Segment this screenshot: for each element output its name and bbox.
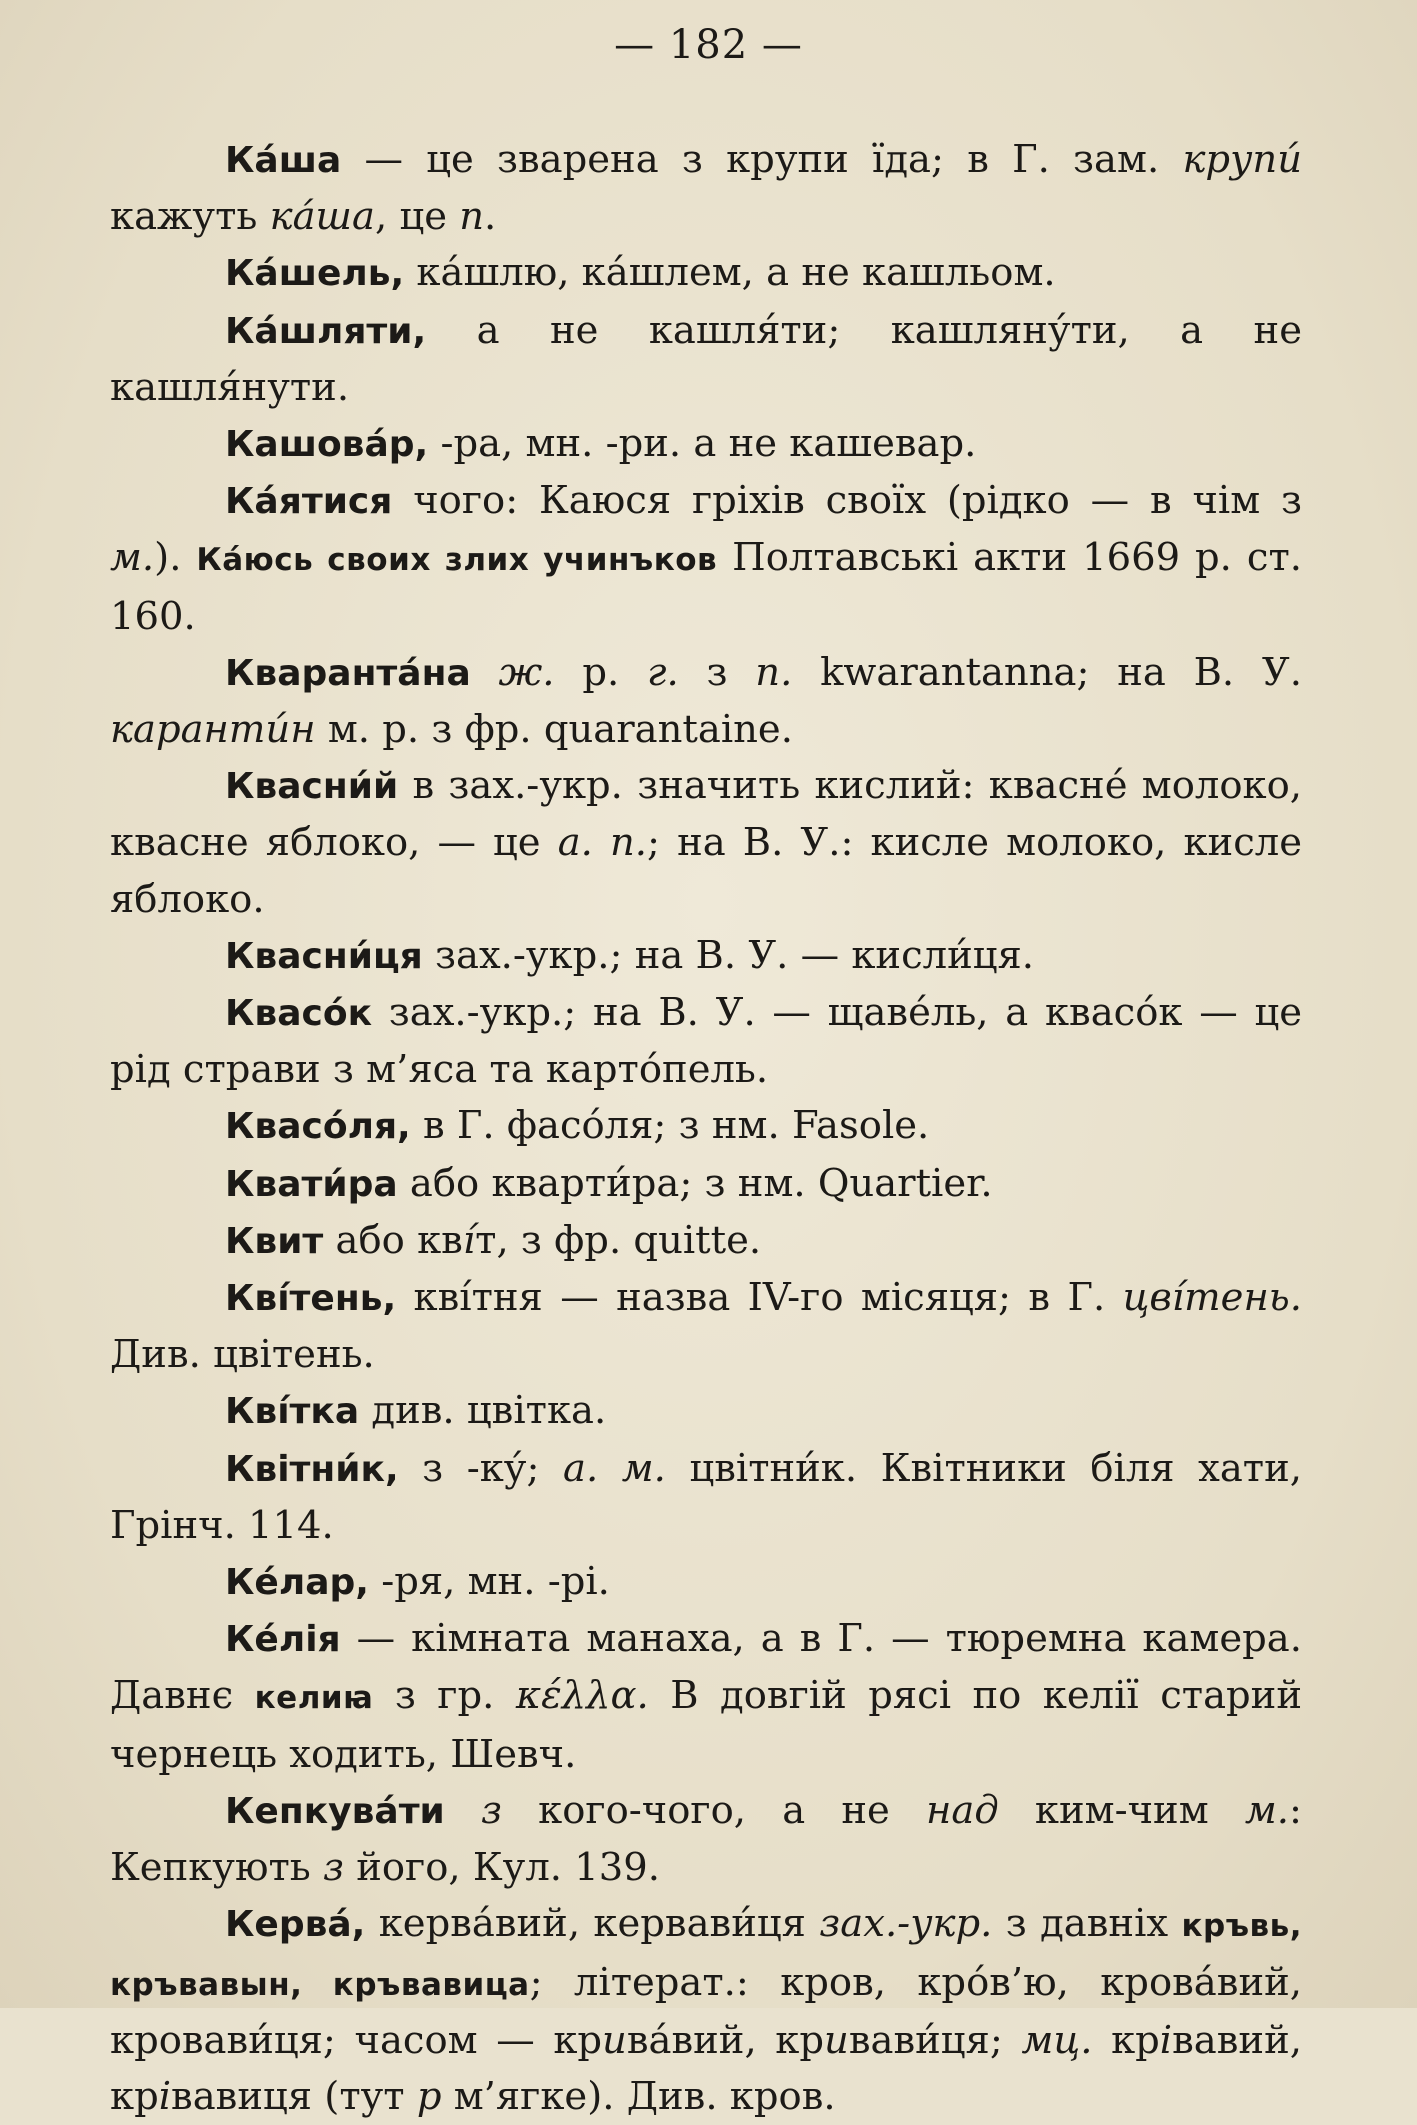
dictionary-entry	[110, 1383, 1302, 1440]
dictionary-entries	[110, 132, 1302, 2125]
body-text: керва́вий, кервави́ця	[365, 1901, 820, 1947]
headword: Квасо́ля,	[225, 1106, 411, 1148]
body-text: зах.-укр.; на В. У. — кисли́ця.	[422, 932, 1035, 978]
body-text: -ря, мн. -рі.	[368, 1559, 610, 1605]
body-text: з гр.	[373, 1673, 516, 1719]
body-text: ва́вий, кр	[626, 2017, 825, 2063]
dictionary-entry	[110, 1098, 1302, 1155]
headword: Квасни́ця	[225, 935, 423, 977]
body-text: див. цвітка.	[359, 1388, 607, 1434]
headword: Ка́шель,	[225, 253, 405, 295]
body-text	[445, 1788, 481, 1833]
body-text: м. р. з фр. quarantaine.	[315, 707, 793, 753]
old-slavonic-quote: Кáюсь своих злих учинъков	[196, 542, 718, 579]
headword: Ка́ша	[225, 140, 342, 181]
italic-text: м.	[110, 535, 155, 581]
body-text: ).	[154, 535, 197, 581]
old-slavonic-quote: кръвь, кръвавын, кръвавица	[110, 1908, 1302, 2003]
headword: Ке́лар,	[225, 1562, 369, 1604]
headword: Квит	[225, 1220, 324, 1262]
italic-text: м.	[1244, 1787, 1290, 1833]
dictionary-entry	[110, 1611, 1302, 1783]
italic-text: п	[459, 194, 485, 240]
body-text: ким-чим	[998, 1787, 1245, 1833]
old-slavonic-quote: келиꙗ	[254, 1680, 374, 1717]
body-text: а не кашля́ти; кашляну́ти, а не кашля́нути.	[110, 307, 1302, 410]
italic-text: а. п.	[557, 820, 648, 866]
headword: Кві́тка	[225, 1391, 360, 1433]
dictionary-entry	[110, 1554, 1302, 1611]
body-text	[471, 650, 499, 695]
dictionary-entry	[110, 473, 1302, 645]
headword: Ка́шляти,	[225, 310, 427, 352]
body-text: В довгій рясі по келії старий чернець ходить, Шевч.	[110, 1673, 1302, 1777]
italic-text: над	[926, 1787, 999, 1833]
italic-text: і	[1159, 2017, 1173, 2063]
italic-text: ка́ша	[269, 194, 375, 240]
body-text: або кв	[323, 1217, 463, 1263]
dictionary-entry	[110, 1270, 1302, 1383]
italic-text: з	[480, 1787, 502, 1833]
page-number: — 182 —	[614, 22, 803, 68]
italic-text: каранти́н	[110, 707, 316, 753]
headword: Квасо́к	[225, 993, 373, 1035]
body-text: вави́ця;	[848, 2017, 1022, 2063]
headword: Кепкува́ти	[225, 1790, 445, 1832]
body-text: вавий, кр	[110, 2017, 1302, 2119]
italic-text: г.	[647, 649, 679, 695]
dictionary-entry	[110, 1783, 1302, 1896]
headword: Квати́ра	[225, 1163, 398, 1205]
body-text: м’ягке). Див. кров.	[441, 2073, 836, 2119]
body-text: в Г. фасо́ля; з нм. Fasole.	[410, 1103, 930, 1149]
body-text: Див. цвітень.	[110, 1332, 375, 1378]
italic-text: цві́тень.	[1122, 1275, 1302, 1321]
headword: Кашова́р,	[225, 424, 429, 466]
body-text: кр	[1092, 2017, 1160, 2063]
headword: Ке́лія	[225, 1619, 341, 1661]
dictionary-entry	[110, 1156, 1302, 1213]
body-text: або кварти́ра; з нм. Quartier.	[397, 1160, 993, 1206]
body-text: — кімната манаха, а в Г. — тюремна камера. Давнє	[110, 1616, 1302, 1719]
italic-text: и	[824, 2017, 849, 2063]
italic-text: крупи́	[1182, 137, 1302, 182]
italic-text: а. м.	[562, 1445, 666, 1491]
dictionary-entry	[110, 1896, 1302, 2125]
body-text: ка́шлю, ка́шлем, а не кашльом.	[404, 250, 1056, 296]
headword: Ка́ятися	[225, 481, 393, 523]
body-text: р.	[554, 649, 648, 695]
dictionary-entry	[110, 132, 1302, 245]
body-text: кві́тня — назва IV-го місяця; в Г.	[396, 1275, 1123, 1321]
body-text: чого: Каюся гріхів своїх (рідко — в чім з	[392, 478, 1302, 524]
dictionary-entry	[110, 985, 1302, 1098]
body-text: kwarantanna; на В. У.	[792, 649, 1302, 695]
body-text: — це зварена з крупи їда; в Г. зам.	[341, 137, 1183, 182]
italic-text: κέλλα.	[515, 1673, 649, 1719]
headword: Квасни́й	[225, 766, 399, 808]
dictionary-entry	[110, 303, 1302, 416]
dictionary-entry	[110, 758, 1302, 928]
body-text: Полтавські акти 1669 р. ст. 160.	[110, 535, 1302, 639]
body-text: з -ку́;	[398, 1445, 563, 1491]
italic-text: мц.	[1021, 2017, 1093, 2063]
body-text: з давніх	[992, 1901, 1182, 1947]
dictionary-entry	[110, 245, 1302, 302]
body-text: т, з фр. quitte.	[475, 1217, 762, 1263]
italic-text: зах.-укр.	[819, 1901, 993, 1947]
italic-text: і	[158, 2073, 172, 2119]
headword: Кві́тень,	[225, 1278, 397, 1320]
body-text: його, Кул. 139.	[343, 1845, 660, 1891]
headword: Квітни́к,	[225, 1448, 399, 1490]
headword: Кваранта́на	[225, 652, 471, 694]
body-text: кажуть	[110, 194, 270, 240]
body-text: ; на В. У.: кисле молоко, кисле яблоко.	[110, 820, 1302, 922]
dictionary-entry	[110, 1441, 1302, 1554]
dictionary-entry	[110, 416, 1302, 473]
italic-text: і́	[462, 1217, 476, 1263]
body-text: ; літерат.: кров, кро́в’ю, крова́вий, кровави́ця; часом — кр	[110, 1959, 1302, 2063]
dictionary-entry	[110, 928, 1302, 985]
body-text: кого-чого, а не	[501, 1787, 926, 1833]
headword: Керва́,	[225, 1904, 366, 1946]
body-text: .	[484, 194, 497, 240]
body-text: -ра, мн. -ри. а не кашевар.	[428, 421, 977, 467]
body-text: в зах.-укр. значить кислий: квасне́ молоко, квасне яблоко, — це	[110, 763, 1302, 866]
body-text: цвітни́к. Квітники біля хати, Грінч. 114.	[110, 1445, 1302, 1548]
dictionary-entry	[110, 645, 1302, 758]
body-text: з	[678, 649, 756, 695]
italic-text: р	[416, 2073, 442, 2119]
italic-text: и	[602, 2017, 627, 2063]
dictionary-entry	[110, 1213, 1302, 1270]
italic-text: п.	[755, 649, 793, 695]
italic-text: з	[322, 1845, 344, 1891]
italic-text: ж.	[498, 649, 555, 695]
body-text: зах.-укр.; на В. У. — щаве́ль, а квасо́к — це рід страви з м’яса та карто́пель.	[110, 990, 1302, 1093]
body-text: , це	[374, 194, 460, 240]
body-text: вавиця (тут	[171, 2073, 417, 2119]
body-text: : Кепкують	[110, 1787, 1303, 1891]
